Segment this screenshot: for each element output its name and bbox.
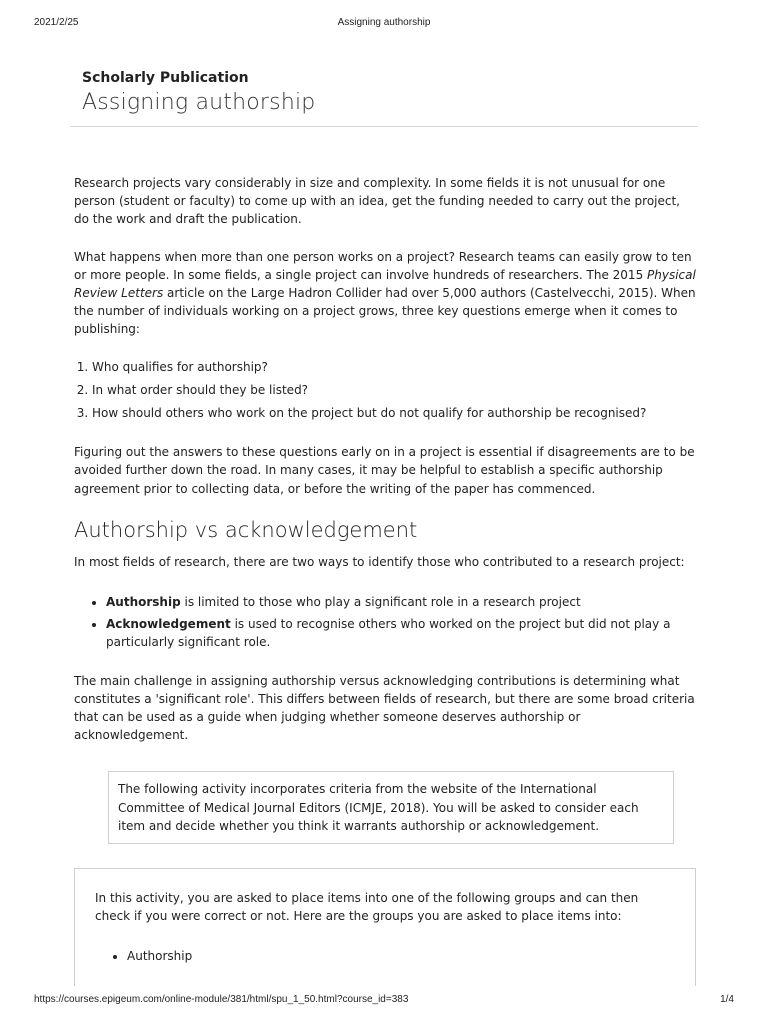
- print-url: https://courses.epigeum.com/online-module/381/html/spu_1_50.html?course_id=383: [34, 994, 409, 1005]
- list-item: 3. How should others who work on the project but do not qualify for authorship be recognised?: [92, 404, 696, 422]
- print-page-number: 1/4: [720, 994, 734, 1005]
- term-authorship: Authorship: [106, 595, 181, 610]
- print-date: 2021/2/25: [34, 17, 79, 28]
- groups-list: [95, 947, 677, 965]
- main-content: [74, 174, 696, 986]
- section-paragraph: The main challenge in assigning authorship versus acknowledging contributions is determining what constitutes a 'significant role'. This differs between fields of research, but there are some broad criteria that can be used as a guide when judging whether someone deserves authorship or acknowledgement.: [74, 673, 695, 743]
- intro-p2-before: What happens when more than one person works on a project? Research teams can easily grow to ten or more people. In some fields, a single project can involve hundreds of researchers. The 2015: [74, 249, 692, 282]
- callout-text: The following activity incorporates criteria from the website of the International Committee of Medical Journal Editors (ICMJE, 2018). You will be asked to consider each item and decide whether you think it warrants authorship or acknowledgement.: [118, 782, 639, 833]
- header-divider: [70, 126, 698, 127]
- term-acknowledgement: Acknowledgement: [106, 617, 231, 632]
- section-heading: Authorship vs acknowledgement: [74, 517, 418, 542]
- activity-instructions: In this activity, you are asked to place items into one of the following groups and can then check if you were correct or not. Here are the groups you are asked to place items into:: [95, 891, 639, 924]
- list-item: 2. In what order should they be listed?: [92, 381, 696, 399]
- list-item: 1. Who qualifies for authorship?: [92, 358, 696, 376]
- definition-text: is used to recognise others who worked on the project but did not play a particularly significant role.: [106, 617, 671, 650]
- list-item: • Authorship: [127, 947, 677, 965]
- intro-p2-after: article on the Large Hadron Collider had over 5,000 authors (Castelvecchi, 2015). When the number of individuals working on a project grows, three key questions emerge when it comes to publishing:: [74, 286, 696, 337]
- document-header: [82, 70, 698, 115]
- activity-panel: [74, 868, 696, 986]
- list-item: [106, 593, 696, 611]
- intro-paragraph-2: [74, 248, 696, 339]
- print-title: Assigning authorship: [337, 17, 431, 28]
- intro-paragraph-3: Figuring out the answers to these questions early on in a project is essential if disagreements are to be avoided further down the road. In many cases, it may be helpful to establish a specific authorship agreement prior to collecting data, or before the writing of the paper has commenced.: [74, 445, 695, 496]
- list-item: [106, 615, 696, 651]
- callout-box: [108, 771, 674, 844]
- journal-title: Physical Review Letters: [74, 267, 696, 301]
- section-lead: In most fields of research, there are two ways to identify those who contributed to a research project:: [74, 554, 685, 569]
- definitions-list: [74, 593, 696, 652]
- course-kicker: Scholarly Publication: [82, 70, 249, 86]
- questions-list: [74, 358, 696, 423]
- page-title: Assigning authorship: [82, 90, 316, 115]
- definition-text: is limited to those who play a significant role in a research project: [180, 595, 581, 610]
- intro-paragraph-1: Research projects vary considerably in size and complexity. In some fields it is not unusual for one person (student or faculty) to come up with an idea, get the funding needed to carry out the project, do the work and draft the publication.: [74, 176, 680, 227]
